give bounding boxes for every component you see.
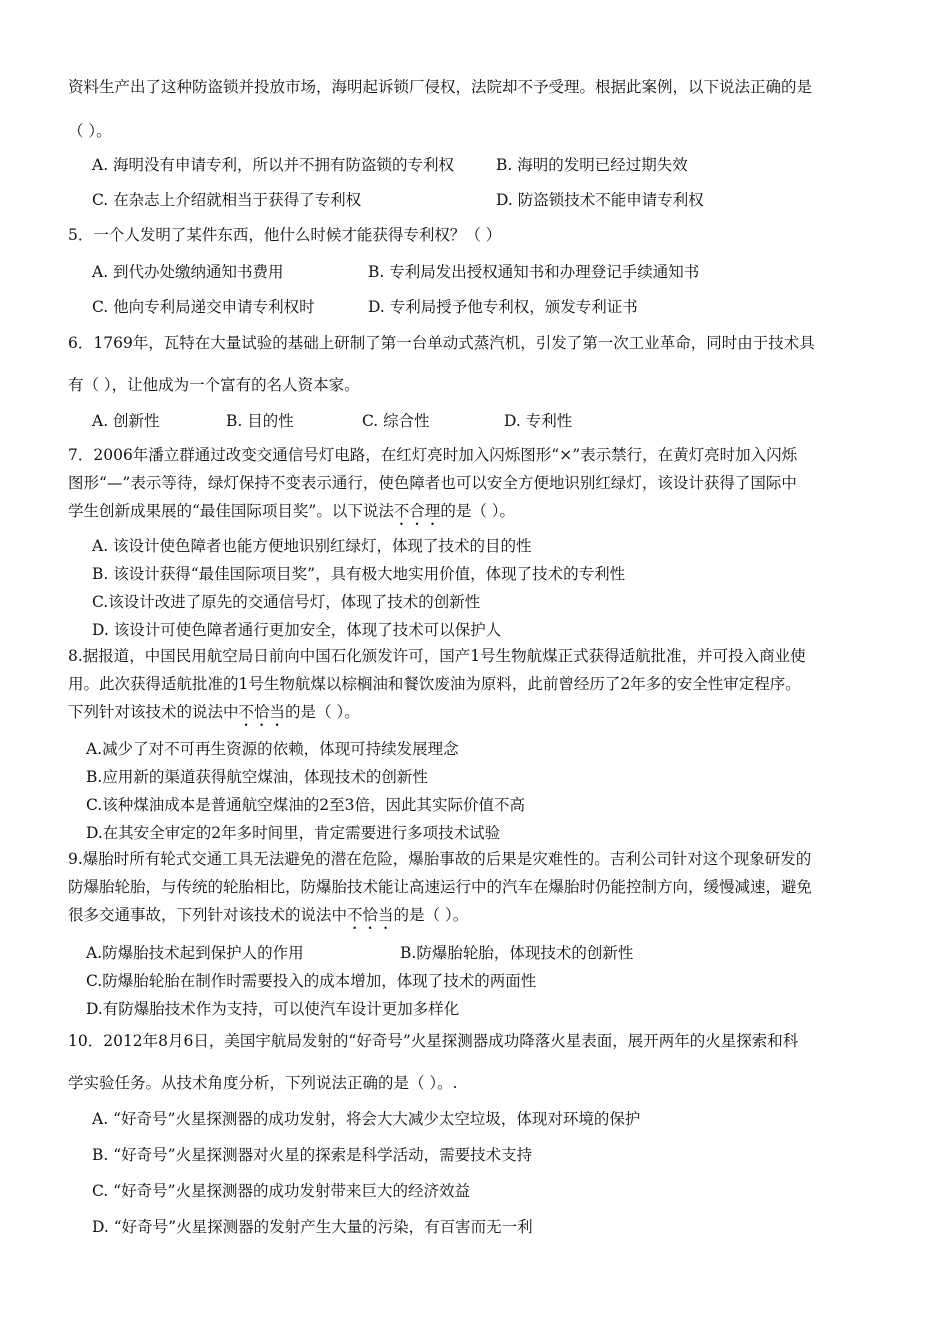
q9-stem-line3 (68, 904, 468, 933)
q9-option-c: C.防爆胎轮胎在制作时需要投入的成本增加，体现了技术的两面性 (86, 972, 537, 990)
q9-stem-tail: 的是（ ）。 (393, 906, 469, 924)
q9-stem-line2: 防爆胎轮胎，与传统的轮胎相比，防爆胎技术能让高速运行中的汽车在爆胎时仍能控制方向，缓慢减速，避免 (68, 878, 813, 896)
q8-stem-text: 下列针对该技术的说法中 (68, 703, 239, 721)
q10-option-b: B. “好奇号”火星探测器对火星的探索是科学活动，需要技术支持 (92, 1146, 533, 1164)
q4-stem-line2: （ ）。 (68, 122, 112, 140)
q8-stem-line1: 8.据报道，中国民用航空局日前向中国石化颁发许可，国产1号生物航煤正式获得适航批准，并可投入商业使 (68, 647, 806, 665)
q5-option-b: B. 专利局发出授权通知书和办理登记手续通知书 (368, 263, 700, 281)
q7-emphasis: 不合理 (393, 502, 441, 520)
q4-stem-line1: 资料生产出了这种防盗锁并投放市场，海明起诉锁厂侵权，法院却不予受理。根据此案例，以下说法正确的是 (68, 78, 813, 96)
q7-option-a: A. 该设计使色障者也能方便地识别红绿灯，体现了技术的目的性 (92, 537, 532, 555)
q7-stem-text: 学生创新成果展的“最佳国际项目奖”。以下说法 (68, 502, 394, 520)
q7-stem-tail: 的是（ ）。 (440, 502, 516, 520)
q6-option-b: B. 目的性 (226, 412, 294, 430)
q6-stem-line1: 6．1769年，瓦特在大量试验的基础上研制了第一台单动式蒸汽机，引发了第一次工业革命，同时由于技术具 (68, 334, 815, 352)
q7-stem-line2: 图形“—”表示等待，绿灯保持不变表示通行，使色障者也可以安全方便地识别红绿灯，该设计获得了国际中 (68, 474, 797, 492)
q7-option-d: D. 该设计可使色障者通行更加安全，体现了技术可以保护人 (92, 621, 502, 639)
q5-option-a: A. 到代办处缴纳通知书费用 (92, 263, 284, 281)
q9-stem-line1: 9.爆胎时所有轮式交通工具无法避免的潜在危险，爆胎事故的后果是灾难性的。吉利公司针对这个现象研发的 (68, 850, 812, 868)
q10-option-a: A. “好奇号”火星探测器的成功发射，将会大大减少太空垃圾，体现对环境的保护 (92, 1110, 641, 1128)
q9-option-b: B.防爆胎轮胎，体现技术的创新性 (400, 944, 634, 962)
q5-option-c: C. 他向专利局递交申请专利权时 (92, 298, 315, 316)
q9-emphasis: 不恰当 (347, 906, 394, 924)
q6-option-c: C. 综合性 (362, 412, 430, 430)
q6-stem-line2: 有（ ），让他成为一个富有的名人资本家。 (68, 376, 360, 394)
q9-stem-text: 很多交通事故，下列针对该技术的说法中 (68, 906, 348, 924)
q8-option-c: C.该种煤油成本是普通航空煤油的2至3倍，因此其实际价值不高 (86, 796, 525, 814)
q6-option-d: D. 专利性 (504, 412, 573, 430)
q8-emphasis: 不恰当 (238, 703, 286, 721)
q10-stem-line1: 10．2012年8月6日，美国宇航局发射的“好奇号”火星探测器成功降落火星表面，展开两年的火星探索和科 (68, 1032, 799, 1050)
q6-option-a: A. 创新性 (92, 412, 160, 430)
q8-option-d: D.在其安全审定的2年多时间里，肯定需要进行多项技术试验 (86, 824, 501, 842)
q8-option-a: A.减少了对不可再生资源的依赖，体现可持续发展理念 (86, 740, 459, 758)
q4-option-c: C. 在杂志上介绍就相当于获得了专利权 (92, 191, 362, 209)
q4-option-d: D. 防盗锁技术不能申请专利权 (496, 191, 704, 209)
q8-stem-tail: 的是（ ）。 (285, 703, 360, 721)
q7-option-c: C.该设计改进了原先的交通信号灯，体现了技术的创新性 (92, 593, 481, 611)
q5-option-d: D. 专利局授予他专利权，颁发专利证书 (368, 298, 638, 316)
q7-stem-line1: 7．2006年潘立群通过改变交通信号灯电路，在红灯亮时加入闪烁图形“×”表示禁行，在黄灯亮时加入闪烁 (68, 446, 798, 464)
q10-stem-line2: 学实验任务。从技术角度分析，下列说法正确的是（ ）。. (68, 1074, 458, 1092)
q4-option-b: B. 海明的发明已经过期失效 (496, 156, 688, 174)
q7-stem-line3 (68, 500, 515, 529)
q9-option-a: A.防爆胎技术起到保护人的作用 (86, 944, 304, 962)
q4-option-a: A. 海明没有申请专利，所以并不拥有防盗锁的专利权 (92, 156, 455, 174)
q8-stem-line3 (68, 701, 360, 730)
q10-option-c: C. “好奇号”火星探测器的成功发射带来巨大的经济效益 (92, 1182, 471, 1200)
q8-stem-line2: 用。此次获得适航批准的1号生物航煤以棕榈油和餐饮废油为原料，此前曾经历了2年多的安全性审定程序。 (68, 675, 801, 693)
q9-option-d: D.有防爆胎技术作为支持，可以使汽车设计更加多样化 (86, 1000, 460, 1018)
q7-option-b: B. 该设计获得“最佳国际项目奖”，具有极大地实用价值，体现了技术的专利性 (92, 565, 626, 583)
q10-option-d: D. “好奇号”火星探测器的发射产生大量的污染，有百害而无一利 (92, 1218, 533, 1236)
q5-stem: 5．一个人发明了某件东西，他什么时候才能获得专利权？（ ） (68, 226, 502, 244)
q8-option-b: B.应用新的渠道获得航空煤油，体现技术的创新性 (86, 768, 428, 786)
